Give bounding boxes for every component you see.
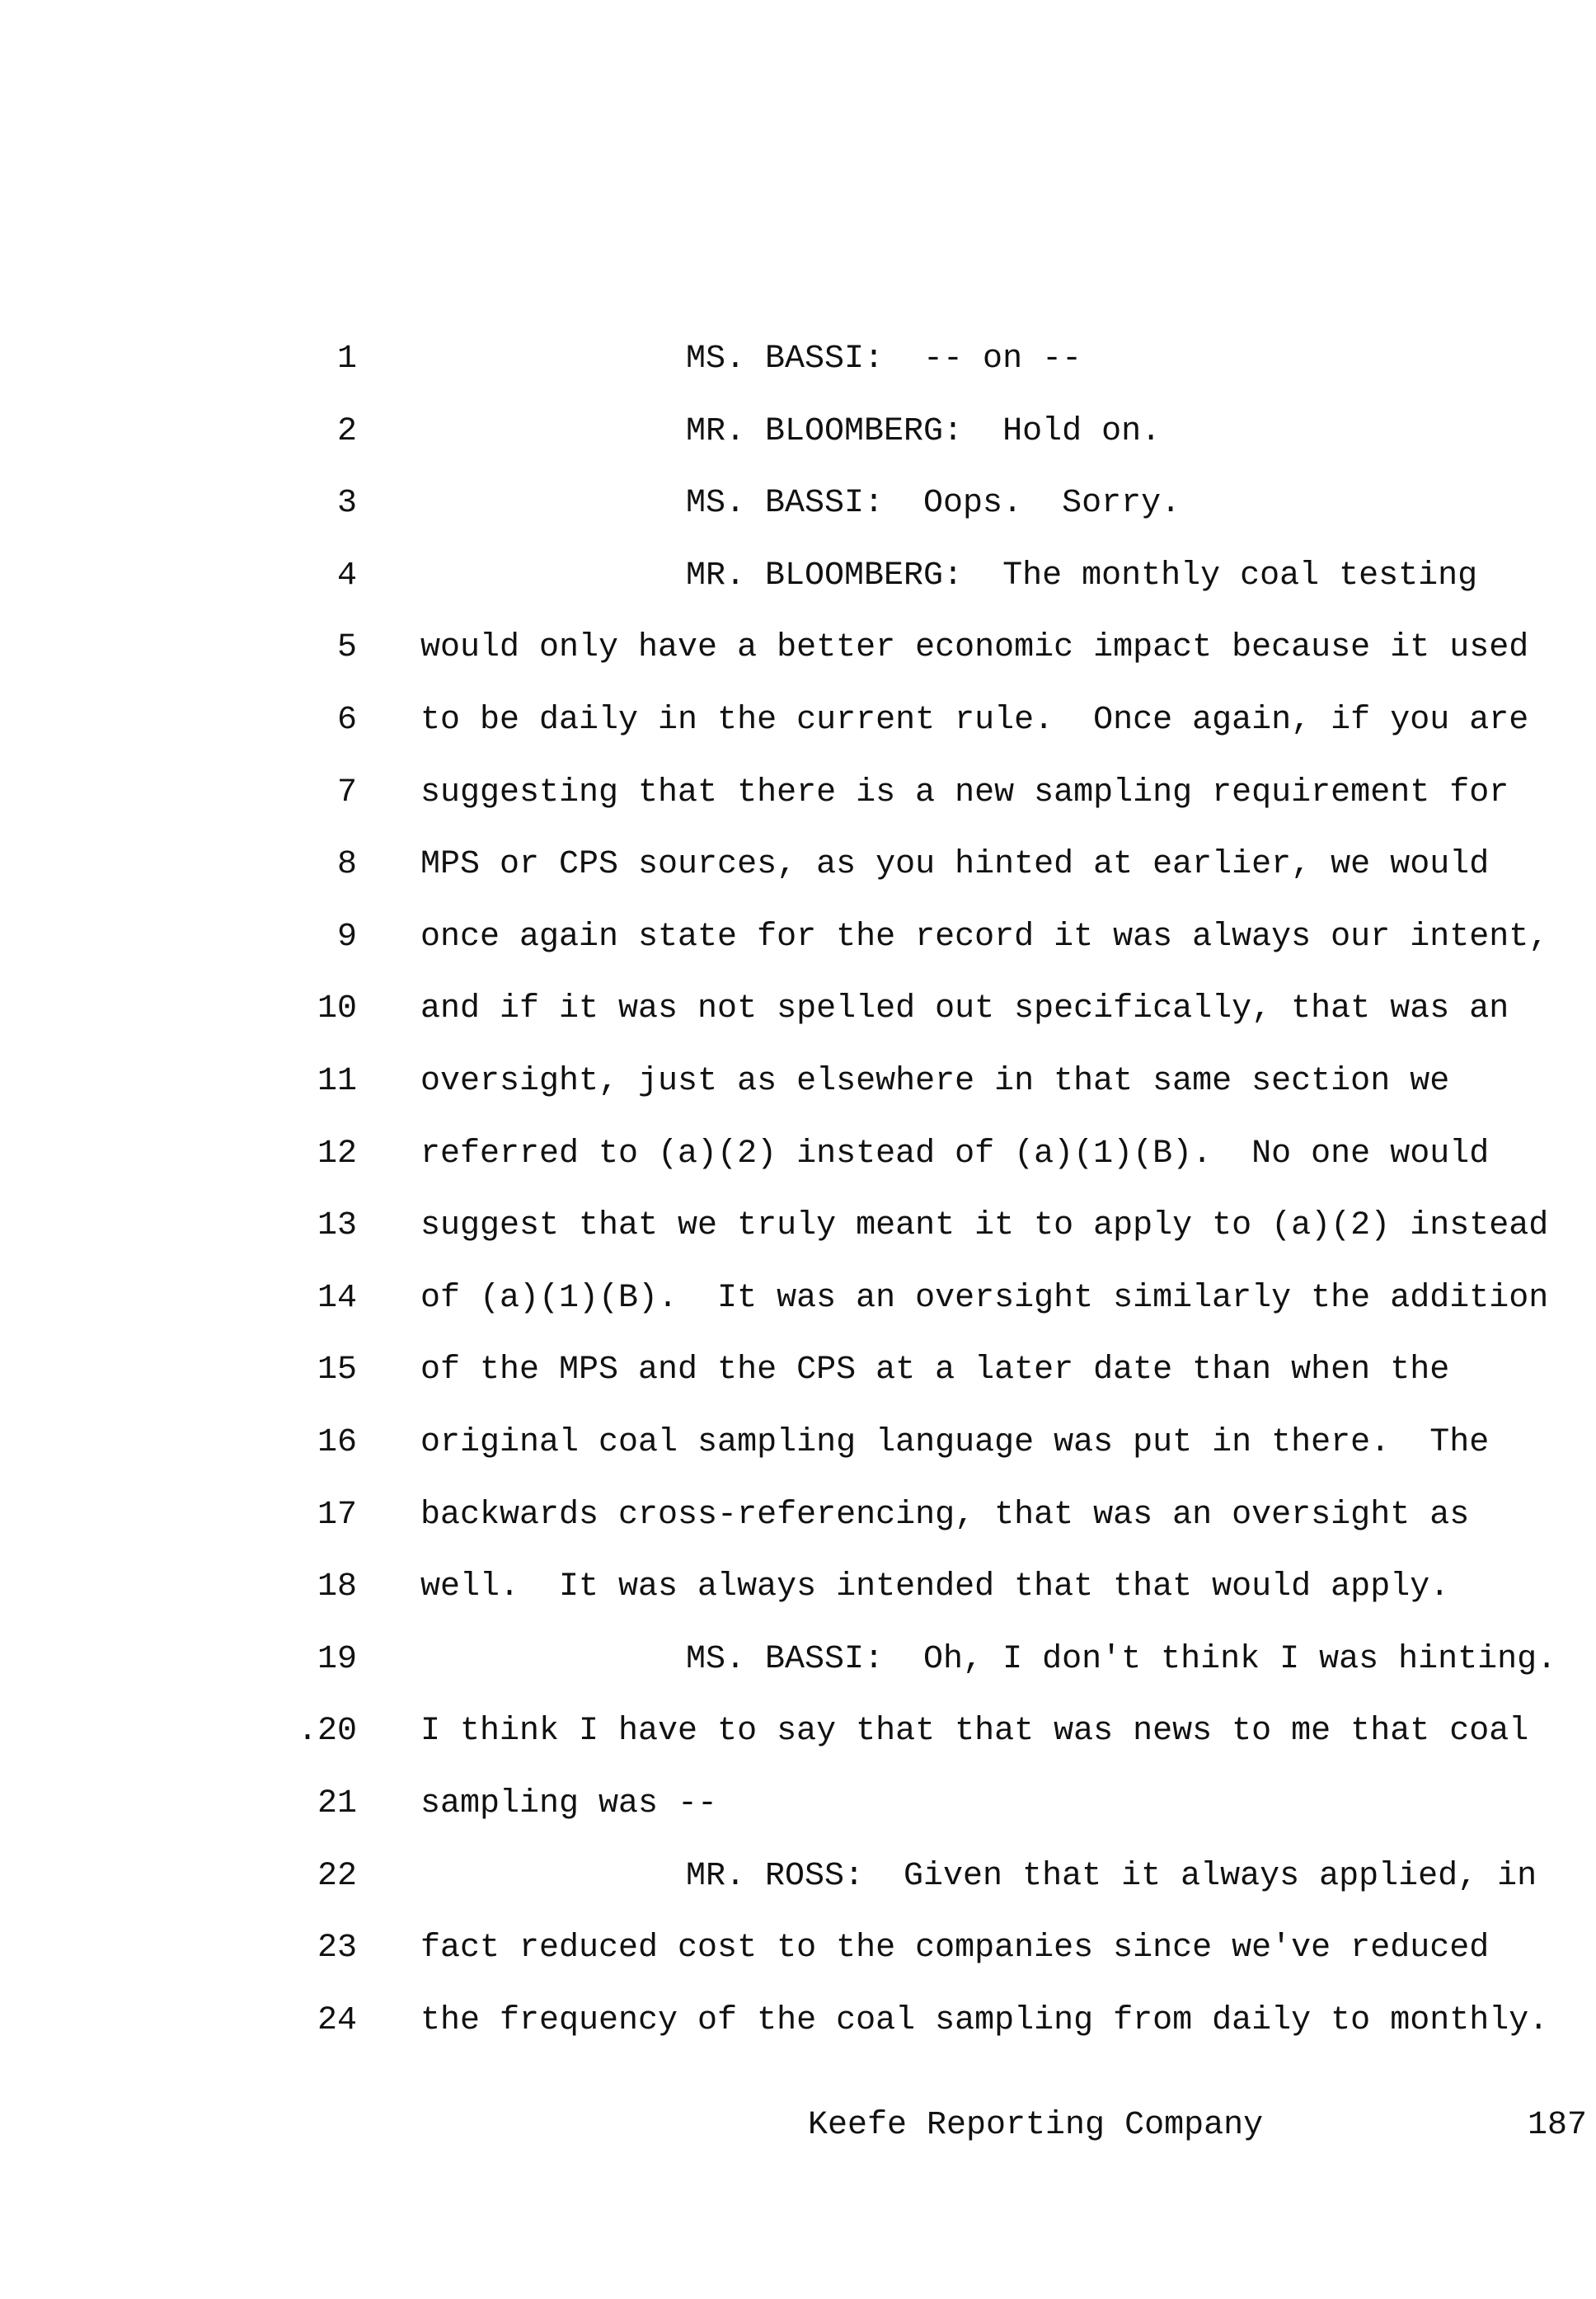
line-number: 15 bbox=[317, 1352, 357, 1389]
line-text: fact reduced cost to the companies since we've reduced bbox=[420, 1930, 1490, 1968]
line-text: of (a)(1)(B). It was an oversight similarly the addition bbox=[420, 1279, 1549, 1317]
line-number: 4 bbox=[336, 557, 357, 595]
transcript-line bbox=[0, 1996, 1596, 2046]
line-number: 7 bbox=[336, 773, 357, 811]
line-number: 14 bbox=[317, 1279, 357, 1317]
line-text: would only have a better economic impact because it used bbox=[420, 629, 1529, 667]
line-text: and if it was not spelled out specifically, that was an bbox=[420, 990, 1509, 1028]
transcript-line bbox=[0, 769, 1596, 818]
transcript-line bbox=[0, 913, 1596, 962]
line-text: backwards cross-referencing, that was an oversight as bbox=[420, 1496, 1470, 1534]
line-number: 19 bbox=[317, 1640, 357, 1678]
line-text: MPS or CPS sources, as you hinted at earlier, we would bbox=[420, 846, 1490, 884]
transcript-line bbox=[0, 1924, 1596, 1973]
transcript-line bbox=[0, 479, 1596, 529]
line-number: .20 bbox=[297, 1713, 357, 1751]
line-number: 9 bbox=[336, 918, 357, 956]
line-text: MS. BASSI: Oops. Sorry. bbox=[686, 485, 1181, 523]
transcript-line bbox=[0, 840, 1596, 890]
line-text: well. It was always intended that that would apply. bbox=[420, 1568, 1450, 1606]
line-text: original coal sampling language was put in there. The bbox=[420, 1424, 1490, 1461]
page-number: 187 bbox=[1527, 2107, 1587, 2144]
line-number: 17 bbox=[317, 1496, 357, 1534]
line-number: 24 bbox=[317, 2001, 357, 2039]
line-number: 13 bbox=[317, 1207, 357, 1245]
line-text: MR. BLOOMBERG: The monthly coal testing bbox=[686, 557, 1478, 595]
transcript-line bbox=[0, 1274, 1596, 1323]
transcript-line bbox=[0, 407, 1596, 457]
line-number: 1 bbox=[336, 341, 357, 378]
transcript-line bbox=[0, 1201, 1596, 1251]
line-number: 6 bbox=[336, 702, 357, 739]
transcript-line bbox=[0, 1779, 1596, 1829]
line-text: to be daily in the current rule. Once again, if you are bbox=[420, 702, 1529, 739]
transcript-line bbox=[0, 1418, 1596, 1468]
line-number: 22 bbox=[317, 1857, 357, 1895]
line-text: MR. ROSS: Given that it always applied, in bbox=[686, 1857, 1537, 1895]
line-text: MS. BASSI: -- on -- bbox=[686, 341, 1082, 378]
line-text: the frequency of the coal sampling from daily to monthly. bbox=[420, 2001, 1549, 2039]
line-text: MS. BASSI: Oh, I don't think I was hinting. bbox=[686, 1640, 1557, 1678]
line-text: oversight, just as elsewhere in that same section we bbox=[420, 1063, 1450, 1100]
transcript-line bbox=[0, 1707, 1596, 1756]
transcript-line bbox=[0, 1491, 1596, 1540]
line-text: suggesting that there is a new sampling requirement for bbox=[420, 773, 1509, 811]
line-text: of the MPS and the CPS at a later date than when the bbox=[420, 1352, 1450, 1389]
transcript-line bbox=[0, 1635, 1596, 1685]
line-number: 11 bbox=[317, 1063, 357, 1100]
page-footer bbox=[0, 2101, 1596, 2151]
line-text: sampling was -- bbox=[420, 1785, 718, 1822]
transcript-line bbox=[0, 1852, 1596, 1902]
line-text: suggest that we truly meant it to apply to (a)(2) instead bbox=[420, 1207, 1549, 1245]
line-number: 5 bbox=[336, 629, 357, 667]
line-text: referred to (a)(2) instead of (a)(1)(B). No one would bbox=[420, 1135, 1490, 1173]
transcript-line bbox=[0, 1130, 1596, 1179]
line-text: MR. BLOOMBERG: Hold on. bbox=[686, 412, 1162, 450]
line-number: 8 bbox=[336, 846, 357, 884]
line-text: once again state for the record it was always our intent, bbox=[420, 918, 1549, 956]
line-number: 16 bbox=[317, 1424, 357, 1461]
line-number: 3 bbox=[336, 485, 357, 523]
line-number: 18 bbox=[317, 1568, 357, 1606]
line-number: 21 bbox=[317, 1785, 357, 1822]
transcript-line bbox=[0, 335, 1596, 384]
transcript-line bbox=[0, 1057, 1596, 1107]
line-number: 10 bbox=[317, 990, 357, 1028]
transcript-line bbox=[0, 696, 1596, 745]
line-number: 2 bbox=[336, 412, 357, 450]
transcript-line bbox=[0, 1563, 1596, 1612]
transcript-line bbox=[0, 985, 1596, 1034]
footer-company-name: Keefe Reporting Company bbox=[808, 2107, 1264, 2144]
line-number: 12 bbox=[317, 1135, 357, 1173]
line-number: 23 bbox=[317, 1930, 357, 1968]
transcript-line bbox=[0, 552, 1596, 601]
transcript-line bbox=[0, 623, 1596, 673]
transcript-line bbox=[0, 1346, 1596, 1395]
line-text: I think I have to say that that was news to me that coal bbox=[420, 1713, 1529, 1751]
